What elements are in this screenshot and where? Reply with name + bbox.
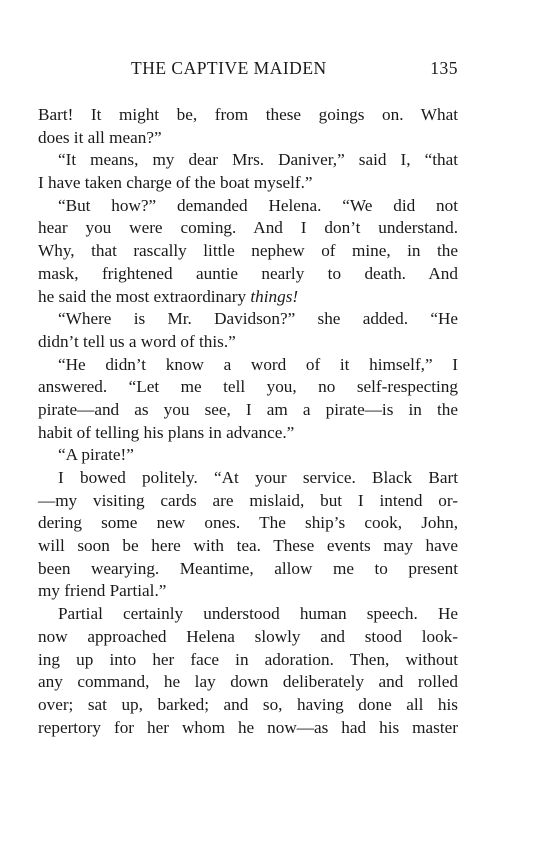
text-line xyxy=(38,286,458,309)
text-line-content: will soon be here with tea. These events may have xyxy=(38,536,458,556)
text-line-content: Why, that rascally little nephew of mine, in the xyxy=(38,241,458,261)
text-line xyxy=(38,172,458,195)
text-line xyxy=(38,104,458,127)
text-line xyxy=(38,717,458,740)
text-line-content: mask, frightened auntie nearly to death. And xyxy=(38,263,458,283)
text-line-content: “Where is Mr. Davidson?” she added. “He xyxy=(58,309,458,329)
text-line-content: my friend Partial.” xyxy=(38,581,167,601)
text-line xyxy=(38,240,458,263)
text-line-content: ing up into her face in adoration. Then, without xyxy=(38,649,458,669)
text-line xyxy=(38,490,458,513)
emphasized-word: things! xyxy=(250,286,299,306)
text-line-content: now approached Helena slowly and stood look- xyxy=(38,626,458,646)
text-line-content: hear you were coming. And I don’t understand. xyxy=(38,218,458,238)
running-title: THE CAPTIVE MAIDEN xyxy=(131,58,327,78)
text-line xyxy=(38,580,458,603)
text-line-content: any command, he lay down deliberately and rolled xyxy=(38,672,458,692)
text-line xyxy=(38,354,458,377)
text-line-content: “It means, my dear Mrs. Daniver,” said I, “that xyxy=(58,150,458,170)
text-line xyxy=(38,467,458,490)
text-line xyxy=(38,444,458,467)
text-line-content: Bart! It might be, from these goings on. What xyxy=(38,105,458,124)
text-line xyxy=(38,558,458,581)
body-text xyxy=(38,104,458,739)
text-line xyxy=(38,512,458,535)
text-line xyxy=(38,127,458,150)
text-line-content: I bowed politely. “At your service. Black Bart xyxy=(58,468,458,487)
text-line-content: does it all mean?” xyxy=(38,127,162,147)
text-line-content: Partial certainly understood human speech. He xyxy=(58,604,458,624)
text-line xyxy=(38,626,458,649)
text-line xyxy=(38,694,458,717)
text-line-content: I have taken charge of the boat myself.” xyxy=(38,173,313,193)
text-line xyxy=(38,535,458,558)
text-line-content: over; sat up, barked; and so, having done all his xyxy=(38,694,458,714)
text-line xyxy=(38,422,458,445)
text-line xyxy=(38,603,458,626)
text-line-content: didn’t tell us a word of this.” xyxy=(38,331,236,351)
text-line-content: pirate—and as you see, I am a pirate—is in the xyxy=(38,399,458,419)
running-header xyxy=(38,58,458,82)
text-line-content: dering some new ones. The ship’s cook, John, xyxy=(38,513,458,533)
text-line xyxy=(38,671,458,694)
text-line-content: “A pirate!” xyxy=(58,445,134,465)
text-line xyxy=(38,376,458,399)
page-number: 135 xyxy=(430,58,458,78)
text-line-content: repertory for her whom he now—as had his master xyxy=(38,717,458,737)
text-line-content: answered. “Let me tell you, no self-respecting xyxy=(38,377,458,397)
text-line-content: been wearying. Meantime, allow me to present xyxy=(38,558,458,578)
text-line-content: habit of telling his plans in advance.” xyxy=(38,422,295,442)
text-line xyxy=(38,649,458,672)
text-line xyxy=(38,308,458,331)
text-line-content: —my visiting cards are mislaid, but I intend or- xyxy=(38,490,458,510)
text-line xyxy=(38,263,458,286)
text-line xyxy=(38,149,458,172)
text-line xyxy=(38,399,458,422)
text-line-content: he said the most extraordinary xyxy=(38,286,247,306)
text-line-content: “But how?” demanded Helena. “We did not xyxy=(58,195,458,215)
text-line xyxy=(38,217,458,240)
text-line xyxy=(38,195,458,218)
text-line xyxy=(38,331,458,354)
text-line-content: “He didn’t know a word of it himself,” I xyxy=(58,354,458,374)
